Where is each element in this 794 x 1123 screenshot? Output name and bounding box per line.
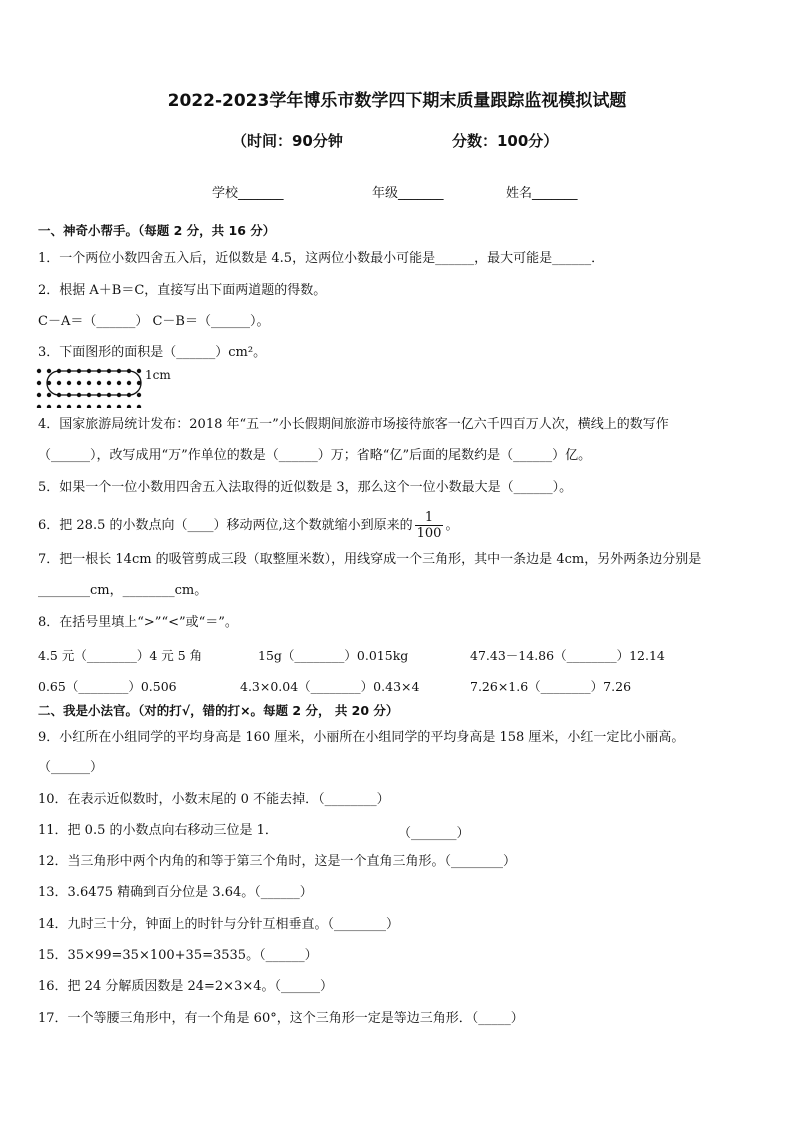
section1-heading: 一、神奇小帮手。（每题 2 分，共 16 分）: [38, 223, 276, 238]
grid-dot: [77, 405, 81, 408]
question-17: 17．一个等腰三角形中，有一个角是 60°，这个三角形一定是等边三角形．（_____）: [38, 1011, 524, 1026]
question-13: 13．3.6475 精确到百分位是 3.64。（______）: [38, 885, 313, 900]
grid-dot: [37, 369, 41, 373]
grid-dot: [87, 405, 91, 408]
grid-dot: [47, 393, 51, 397]
exam-score: 分数：100分）: [452, 132, 559, 150]
grid-dot: [47, 369, 51, 373]
grid-dot: [107, 381, 111, 385]
question-7-line1: 7．把一根长 14cm 的吸管剪成三段（取整厘米数），用线穿成一个三角形，其中一条边是 4cm，另外两条边分别是: [38, 552, 702, 567]
grid-dot: [117, 405, 121, 408]
grade-field: 年级_______: [372, 186, 444, 201]
question-6: [38, 510, 458, 541]
question-2: 2．根据 A＋B＝C，直接写出下面两道题的得数。: [38, 283, 327, 298]
page-title: 2022-2023学年博乐市数学四下期末质量跟踪监视模拟试题: [167, 91, 627, 111]
question-1: 1．一个两位小数四舍五入后，近似数是 4.5，这两位小数最小可能是______，最大可能是______．: [38, 251, 605, 266]
compare-3: 47.43－14.86（________）12.14: [470, 648, 665, 663]
grid-dot: [37, 405, 41, 408]
school-field: 学校_______: [212, 186, 284, 201]
section2-heading: 二、我是小法官。（对的打√，错的打×。每题 2 分， 共 20 分）: [38, 703, 399, 718]
fraction-denominator: 100: [416, 526, 442, 541]
grid-dot: [107, 405, 111, 408]
compare-2: 15g（________）0.015kg: [258, 648, 409, 663]
exam-time: （时间：90分钟: [232, 132, 343, 150]
question-8: 8．在括号里填上“>”“<”或“＝”。: [38, 615, 238, 630]
fraction: [415, 510, 444, 541]
grid-dot: [47, 405, 51, 408]
grid-dot: [37, 381, 41, 385]
question-9-line1: 9．小红所在小组同学的平均身高是 160 厘米，小丽所在小组同学的平均身高是 158 厘米，小红一定比小丽高。: [38, 730, 685, 745]
question-14: 14．九时三十分，钟面上的时针与分针互相垂直。（________）: [38, 917, 400, 932]
grid-dot: [127, 381, 131, 385]
question-5: 5．如果一个一位小数用四舍五入法取得的近似数是 3，那么这个一位小数最大是（______）。: [38, 480, 573, 495]
question-6-end: 。: [445, 518, 459, 533]
compare-4: 0.65（________）0.506: [38, 679, 177, 694]
grid-dot: [127, 405, 131, 408]
fraction-numerator: 1: [415, 510, 444, 526]
question-2-answers: C－A＝（______） C－B＝（______）。: [38, 314, 270, 329]
question-15: 15．35×99=35×100+35=3535。（______）: [38, 948, 318, 963]
grid-dot: [117, 381, 121, 385]
question-11-blank: （_______）: [398, 826, 470, 841]
unit-label: 1cm: [145, 368, 171, 382]
question-4-line2: （______），改写成用“万”作单位的数是（______）万；省略“亿”后面的尾数约是（______）亿。: [38, 448, 592, 463]
question-9-line2: （______）: [38, 760, 104, 775]
question-4-line1: 4．国家旅游局统计发布：2018 年“五一”小长假期间旅游市场接待旅客一亿六千四百万人次，横线上的数写作: [38, 417, 669, 432]
grid-dot: [137, 405, 141, 408]
grid-dot: [57, 381, 61, 385]
question-10: 10．在表示近似数时，小数末尾的 0 不能去掉．（________）: [38, 792, 390, 807]
grid-dot: [87, 381, 91, 385]
compare-5: 4.3×0.04（________）0.43×4: [240, 679, 420, 694]
question-6-text: 6．把 28.5 的小数点向（____）移动两位,这个数就缩小到原来的: [38, 518, 413, 533]
question-3: 3．下面图形的面积是（______）cm²。: [38, 345, 267, 360]
name-field: 姓名_______: [506, 186, 578, 201]
question-16: 16．把 24 分解质因数是 24=2×3×4。（______）: [38, 979, 334, 994]
grid-dot: [67, 405, 71, 408]
grid-dot: [67, 381, 71, 385]
grid-dot: [57, 405, 61, 408]
grid-dot: [137, 393, 141, 397]
question-12: 12．当三角形中两个内角的和等于第三个角时，这是一个直角三角形。（________）: [38, 854, 517, 869]
compare-6: 7.26×1.6（________）7.26: [470, 679, 632, 694]
grid-dot: [37, 393, 41, 397]
compare-1: 4.5 元（________）4 元 5 角: [38, 648, 203, 663]
grid-dot: [77, 381, 81, 385]
question-7-line2: ________cm，________cm。: [38, 583, 208, 598]
grid-dot: [97, 405, 101, 408]
grid-dot: [137, 369, 141, 373]
grid-dot: [97, 381, 101, 385]
question-11: 11．把 0.5 的小数点向右移动三位是 1．: [38, 823, 278, 838]
